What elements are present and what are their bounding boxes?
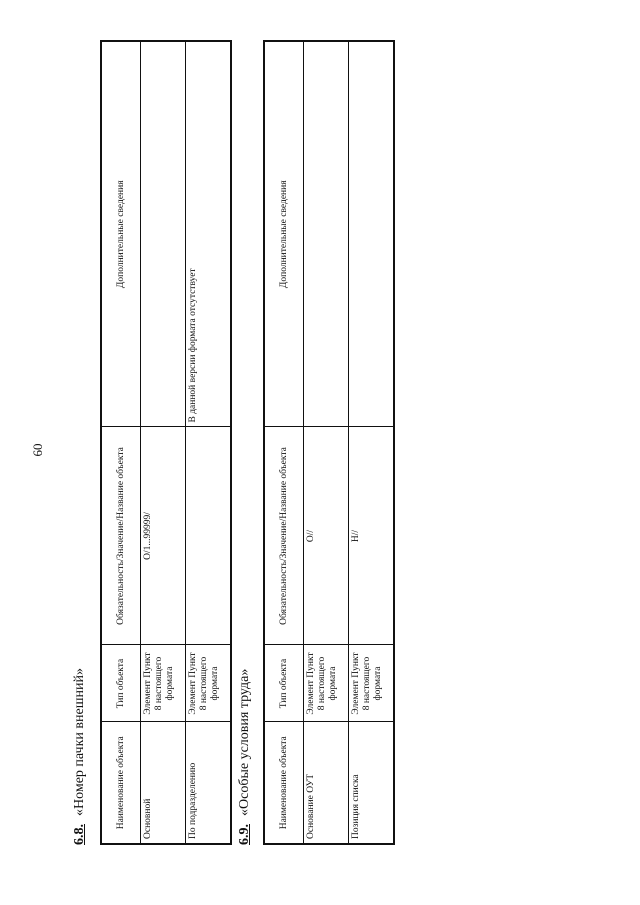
- object-value-cell: Н//: [349, 427, 395, 645]
- table-row: [141, 41, 186, 844]
- object-extra-cell: В данной версии формата отсутствует: [186, 41, 232, 427]
- object-type-cell: Элемент Пункт 8 настоящего формата: [186, 645, 232, 722]
- table-header-row: [264, 41, 304, 844]
- header-cell: Наименование объекта: [264, 722, 304, 844]
- object-value-cell: [186, 427, 232, 645]
- section-number: 6.9.: [237, 824, 252, 845]
- table-6-8: [100, 40, 232, 845]
- header-cell: Обязательность/Значение/Название объекта: [101, 427, 141, 645]
- section-title-6-9: [237, 669, 253, 845]
- object-type-cell: Элемент Пункт 8 настоящего формата: [304, 645, 349, 722]
- section-title-6-8: [72, 668, 88, 845]
- section-heading: «Номер пачки внешний»: [72, 668, 87, 816]
- section-heading: «Особые условия труда»: [237, 668, 252, 816]
- header-cell: Наименование объекта: [101, 722, 141, 844]
- header-cell: Обязательность/Значение/Название объекта: [264, 427, 304, 645]
- object-name-cell: Основание ОУТ: [304, 722, 349, 844]
- table-row: [304, 41, 349, 844]
- object-extra-cell: [141, 41, 186, 427]
- object-extra-cell: [304, 41, 349, 427]
- header-cell: Тип объекта: [264, 645, 304, 722]
- header-cell: Дополнительные сведения: [264, 41, 304, 427]
- object-type-cell: Элемент Пункт 8 настоящего формата: [349, 645, 395, 722]
- object-extra-cell: [349, 41, 395, 427]
- object-value-cell: О/1...99999/: [141, 427, 186, 645]
- object-name-cell: Позиция списка: [349, 722, 395, 844]
- table-6-9: [263, 40, 395, 845]
- section-number: 6.8.: [72, 824, 87, 845]
- object-name-cell: Основной: [141, 722, 186, 844]
- header-cell: Дополнительные сведения: [101, 41, 141, 427]
- object-value-cell: О//: [304, 427, 349, 645]
- table-row: [186, 41, 232, 844]
- object-type-cell: Элемент Пункт 8 настоящего формата: [141, 645, 186, 722]
- table-row: [349, 41, 395, 844]
- header-cell: Тип объекта: [101, 645, 141, 722]
- page-number: 60: [30, 443, 45, 457]
- object-name-cell: По подразделению: [186, 722, 232, 844]
- table-header-row: [101, 41, 141, 844]
